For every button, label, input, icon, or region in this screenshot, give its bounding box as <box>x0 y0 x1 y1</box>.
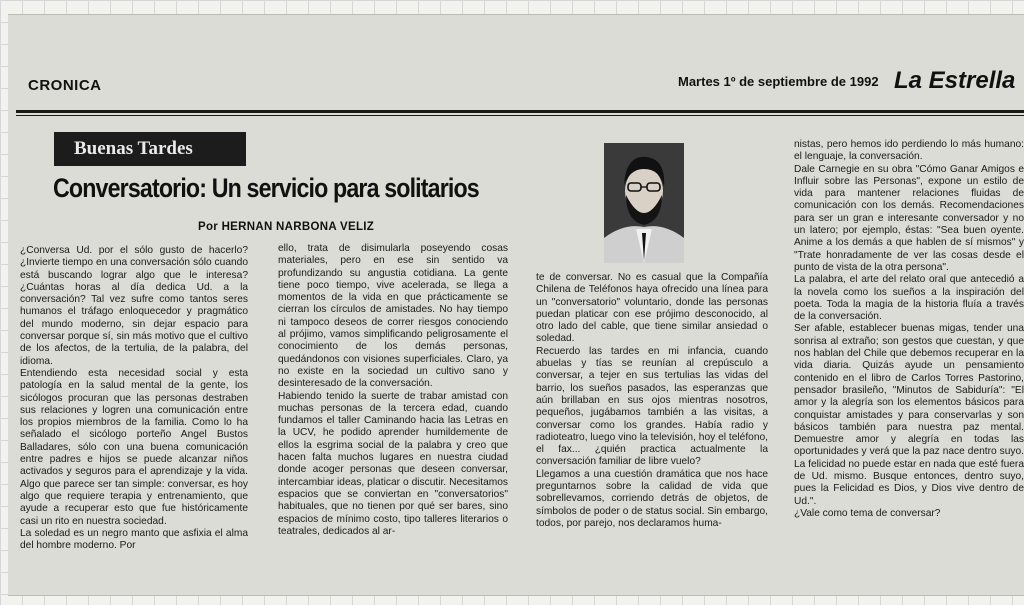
section-label: CRONICA <box>28 77 102 94</box>
article-column-4: nistas, pero hemos ido perdiendo lo más humano: el lenguaje, la conversación. Dale Carnegie en su obra "Cómo Ganar Amigos e Influir sobre las Personas", expone un estilo de vida para mantener relaciones fluidas de comunicación con los demás. Recomendaciones para ser un gran e interesante conversador y no un latero; por ejemplo, éstas: "Sea buen oyente. Anime a los demás a que hablen de sí mismos" y "Trate honradamente de ver las cosas desde el punto de vista de la otra persona". La palabra, el arte del relato oral que antecedió a la novela como los sueños a la inspiración del poeta. Toda la magia de la historia fluía a través de la conversación. Ser afable, establecer buenas migas, tender una sonrisa al extraño; son gestos que cuestan, y que nos hablan del Chile que debemos recuperar en la vida diaria. Quizás ayude un pensamiento contenido en el libro de Carlos Torres Pastorino, pensador brasileño, "Minutos de Sabiduría": "El amor y la alegría son los elementos básicos para conquistar amistades y para conservarlas y son básicos también para nuestra paz mental. Demuestre amor y alegría en todas las oportunidades y verá que la paz nace dentro suyo. La felicidad no puede estar en nada que esté fuera de Ud. mismo. Busque entonces, dentro suyo, pues la Felicidad es Dios, y Dios vive dentro de Ud.". ¿Vale como tema de conversar? <box>794 139 1024 519</box>
article-column-2: ello, trata de disimularla poseyendo cosas materiales, pero en ese sin sentido va profundizando su angustia cotidiana. La gente tiene poco tiempo, vive acelerada, se llega a momentos de la vida en que prácticamente se cierran los círculos de amistades. No hay tiempo ni tampoco deseos de correr riesgos conociendo al prójimo, vamos simplificando peligrosamente el conocimiento de los demás personas, quedándonos con visiones superficiales. Claro, ya no existe en la sociedad un cultivo sano y desinteresado de la conversación. Habiendo tenido la suerte de trabar amistad con muchas personas de la tercera edad, cuando fundamos el taller Caminando hacia las Letras en la UCV, he podido aprender humildemente de ellos la esgrima social de la palabra y creo que hacen falta muchos lugares en nuestra ciudad donde acoger personas que deseen conversar, intercambiar ideas, platicar o discutir. Necesitamos espacios que se conviertan en "conversatorios" habituales, que no tienen por qué ser bares, sino espacios de mínimo costo, tipo talleres literarios o teatrales, dedicados al ar- <box>278 243 508 537</box>
column-kicker: Buenas Tardes <box>54 132 246 166</box>
article-column-1: ¿Conversa Ud. por el sólo gusto de hacerlo? ¿Invierte tiempo en una conversación sólo cuando está buscando lograr algo que le interesa? ¿Cuántas horas al día dedica Ud. a la conversación? Tal vez sufre como tantos seres humanos el tráfago enloquecedor y pragmático del mundo moderno, sin dejar espacio para conversar porque sí, sin más motivo que el cultivo de los afectos, de la tertulia, de la palabra, del idioma. Entendiendo esta necesidad social y esta patología en la salud mental de la gente, los sicólogos procuran que las personas destraben sus relaciones y logren una comunicación entre los propios miembros de la familia. Como lo ha señalado el sicólogo porteño Angel Bustos Balladares, sólo con una buena comunicación entre padres e hijos se puede alcanzar niños activados y seguros para el aprendizaje y la vida. Algo que parece ser tan simple: conversar, es hoy algo que requiere terapia y entrenamiento, que ayude a recuperar esto que fue históricamente casi un rito en nuestra sociedad. La soledad es un negro manto que asfixia el alma del hombre moderno. Por <box>20 245 248 552</box>
newspaper-clipping <box>8 14 1024 596</box>
newspaper-masthead: La Estrella <box>894 67 1016 94</box>
author-portrait-icon <box>604 143 684 263</box>
header-rule-thin <box>16 115 1024 116</box>
header-rule <box>16 110 1024 113</box>
article-headline: Conversatorio: Un servicio para solitarios <box>53 173 479 203</box>
article-byline: Por HERNAN NARBONA VELIZ <box>198 221 375 233</box>
author-photo <box>604 143 684 263</box>
article-column-3: te de conversar. No es casual que la Compañía Chilena de Teléfonos haya ofrecido una línea para un "conversatorio" voluntario, donde las personas puedan platicar con ese prójimo desconocido, al otro lado del cable, que tiene similar ansiedad o soledad. Recuerdo las tardes en mi infancia, cuando abuelas y tías se reunían al crepúsculo a conversar, a tejer en sus tertulias las vidas del barrio, los sueños pasados, las esperanzas que aún brillaban en sus ojos mientras nosotros, pequeños, jugábamos también a las visitas, a conversar como los grandes. Había radio y radioteatro, luego vino la televisión, hoy el teléfono, el fax... ¿quién practica actualmente la conversación familiar de libre vuelo? Llegamos a una cuestión dramática que nos hace preguntarnos sobre la calidad de vida que sobrellevamos, corriendo detrás de objetos, de símbolos de poder o de status social. Sin embargo, todos, por parejo, nos declaramos huma- <box>536 272 768 529</box>
issue-date: Martes 1º de septiembre de 1992 <box>678 74 879 89</box>
